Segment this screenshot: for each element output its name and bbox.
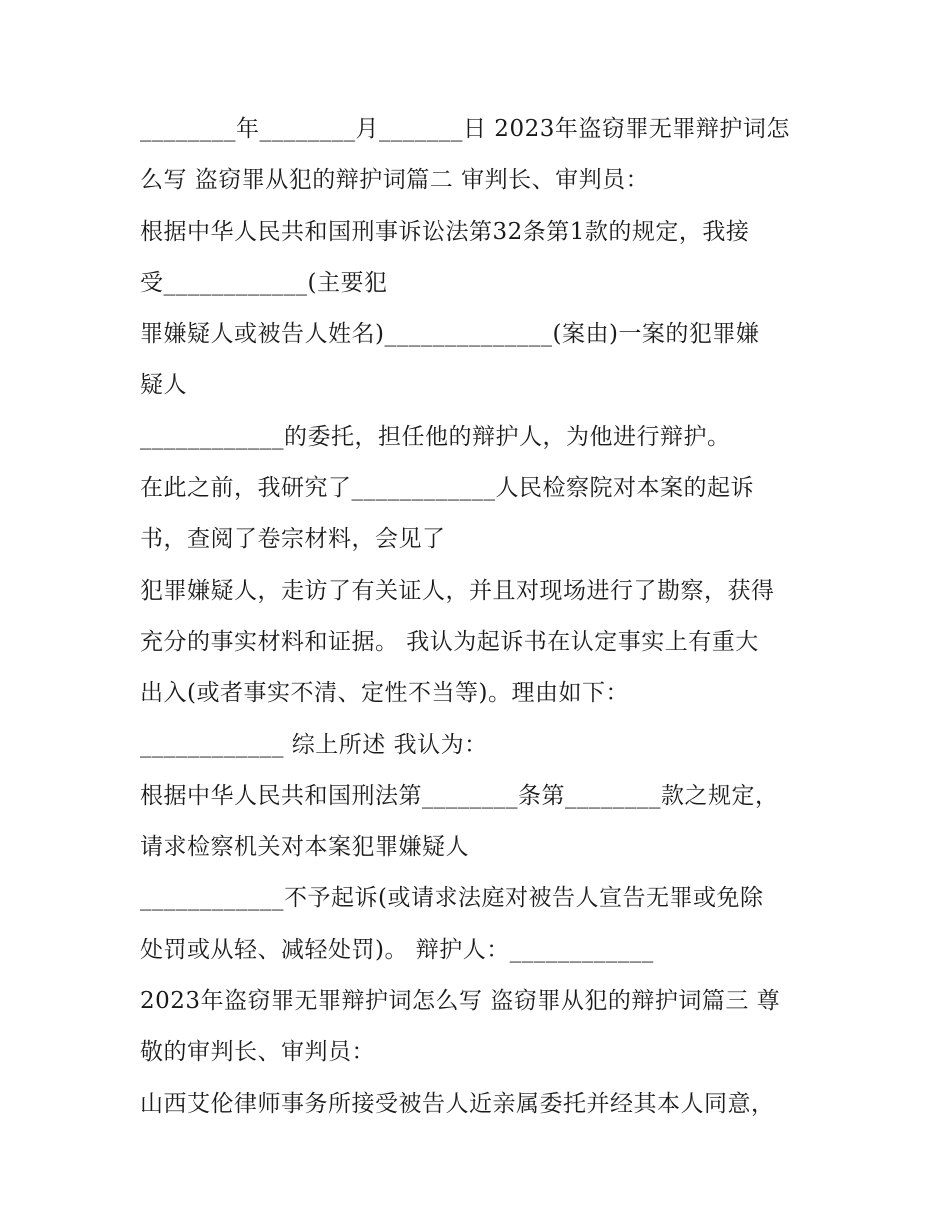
text-line: 处罚或从轻、减轻处罚)。 辩护人：____________ (140, 936, 654, 963)
text-line: 充分的事实材料和证据。 我认为起诉书在认定事实上有重大 (140, 628, 759, 655)
text-line: 敬的审判长、审判员： (140, 1039, 375, 1066)
text-line: 出入(或者事实不清、定性不当等)。理由如下： (140, 680, 629, 707)
text-line: 根据中华人民共和国刑法第________条第________款之规定， (140, 782, 779, 809)
text-line: ________年________月_______日 2023年盗窃罪无罪辩护词怎 (140, 116, 790, 142)
text-line: ____________的委托，担任他的辩护人，为他进行辩护。 (140, 423, 731, 450)
text-line: 山西艾伦律师事务所接受被告人近亲属委托并经其本人同意， (140, 1090, 775, 1117)
text-line: 在此之前，我研究了____________人民检察院对本案的起诉 (140, 475, 754, 502)
text-line: 罪嫌疑人或被告人姓名)______________(案由)一案的犯罪嫌 (140, 321, 760, 348)
text-line: 犯罪嫌疑人，走访了有关证人，并且对现场进行了勘察，获得 (140, 577, 775, 604)
text-line: 么写 盗窃罪从犯的辩护词篇二 审判长、审判员： (140, 167, 650, 194)
text-line: 根据中华人民共和国刑事诉讼法第32条第1款的规定，我接 (140, 218, 750, 245)
text-line: 疑人 (140, 372, 187, 399)
text-line: 书，查阅了卷宗材料，会见了 (140, 526, 446, 553)
document-body (140, 104, 830, 1130)
text-line: ____________ 综上所述 我认为： (140, 731, 488, 758)
text-line: 请求检察机关对本案犯罪嫌疑人 (140, 834, 469, 861)
text-line: 受____________(主要犯 (140, 269, 388, 296)
text-line: ____________不予起诉(或请求法庭对被告人宣告无罪或免除 (140, 885, 764, 912)
text-line: 2023年盗窃罪无罪辩护词怎么写 盗窃罪从犯的辩护词篇三 尊 (140, 988, 781, 1015)
